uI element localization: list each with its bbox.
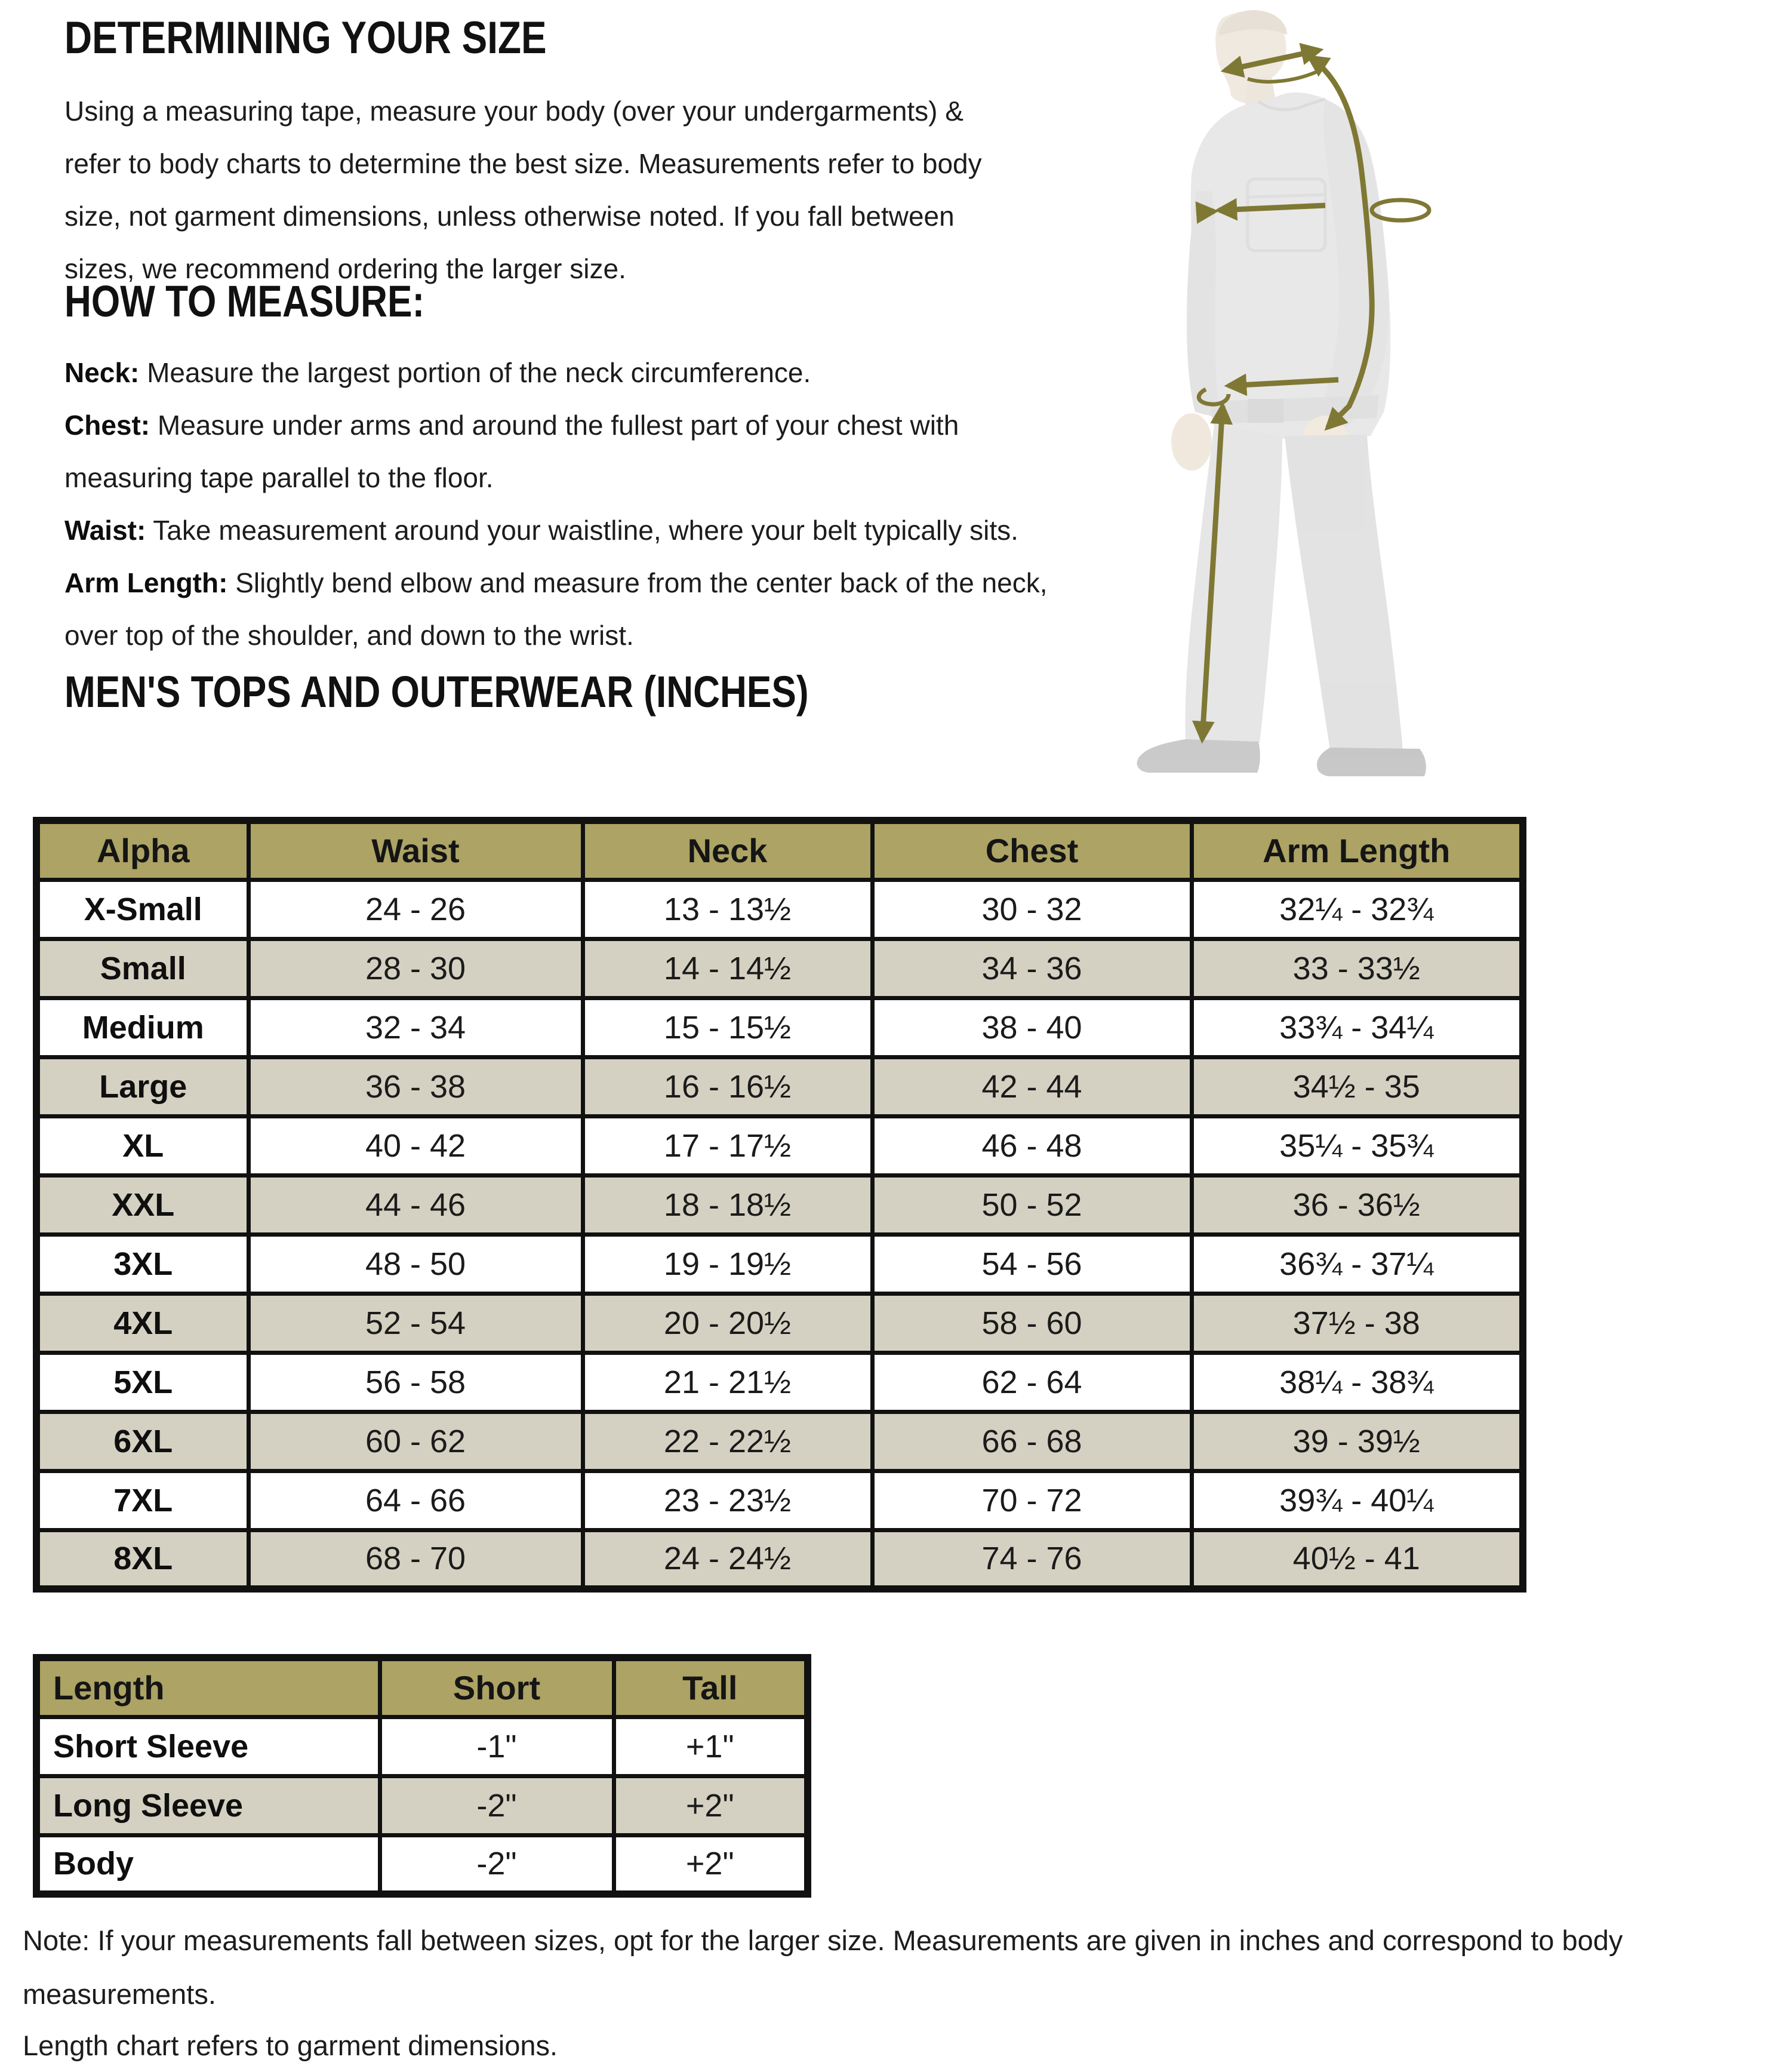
table-row [36,1412,1523,1471]
size-table [33,817,1526,1593]
table-cell: 42 - 44 [872,1057,1192,1116]
table-cell: 23 - 23½ [583,1471,872,1530]
note-length-chart: Length chart refers to garment dimensions. [23,2030,558,2061]
chest-measure-tail [1196,211,1214,213]
table-cell: 15 - 15½ [583,998,872,1057]
table-cell: Short Sleeve [36,1717,380,1776]
table-cell: 16 - 16½ [583,1057,872,1116]
table-cell: 6XL [36,1412,248,1471]
table-cell: Long Sleeve [36,1776,380,1835]
table-row [36,939,1523,998]
table-cell: 36¾ - 37¼ [1192,1234,1523,1293]
table-cell: 22 - 22½ [583,1412,872,1471]
table-row [36,1530,1523,1589]
length-table-header-row [36,1658,808,1717]
how-to-measure-title: HOW TO MEASURE: [64,276,425,326]
table-cell: 18 - 18½ [583,1175,872,1234]
table-cell: XL [36,1116,248,1175]
table-cell: Body [36,1835,380,1894]
table-cell: 37½ - 38 [1192,1293,1523,1352]
person-silhouette [1137,10,1426,776]
table-cell: 74 - 76 [872,1530,1192,1589]
table-header-cell: Waist [248,820,583,880]
table-cell: 58 - 60 [872,1293,1192,1352]
table-cell: +2" [614,1776,808,1835]
table-cell: -1" [380,1717,614,1776]
table-row [36,1471,1523,1530]
table-cell: 36 - 38 [248,1057,583,1116]
measurement-figure [1069,0,1451,776]
table-header-cell: Length [36,1658,380,1717]
table-cell: Small [36,939,248,998]
table-cell: -2" [380,1776,614,1835]
table-header-cell: Arm Length [1192,820,1523,880]
table-cell: 13 - 13½ [583,880,872,939]
table-cell: +1" [614,1717,808,1776]
table-cell: 28 - 30 [248,939,583,998]
table-cell: 46 - 48 [872,1116,1192,1175]
table-cell: 40½ - 41 [1192,1530,1523,1589]
table-cell: 8XL [36,1530,248,1589]
table-cell: 3XL [36,1234,248,1293]
table-cell: 38¼ - 38¾ [1192,1352,1523,1412]
length-table [33,1654,811,1898]
table-row [36,1293,1523,1352]
table-cell: 4XL [36,1293,248,1352]
table-row [36,1057,1523,1116]
table-cell: XXL [36,1175,248,1234]
page-title: DETERMINING YOUR SIZE [64,13,547,63]
table-cell: 32 - 34 [248,998,583,1057]
table-cell: 34 - 36 [872,939,1192,998]
table-cell: 50 - 52 [872,1175,1192,1234]
table-header-cell: Short [380,1658,614,1717]
how-to-item-arm-length: Arm Length: Slightly bend elbow and measure from the center back of the neck, over top of the shoulder, and down to the wrist. [64,567,1048,651]
table-cell: 48 - 50 [248,1234,583,1293]
table-row [36,1175,1523,1234]
table-row [36,1234,1523,1293]
table-cell: 36 - 36½ [1192,1175,1523,1234]
table-cell: 33¾ - 34¼ [1192,998,1523,1057]
table-cell: 60 - 62 [248,1412,583,1471]
table-cell: 20 - 20½ [583,1293,872,1352]
table-cell: 24 - 24½ [583,1530,872,1589]
table-cell: 70 - 72 [872,1471,1192,1530]
table-header-cell: Neck [583,820,872,880]
table-cell: 21 - 21½ [583,1352,872,1412]
table-cell: 19 - 19½ [583,1234,872,1293]
table-cell: 54 - 56 [872,1234,1192,1293]
table-row [36,1776,808,1835]
table-cell: 24 - 26 [248,880,583,939]
table-cell: 40 - 42 [248,1116,583,1175]
table-cell: 38 - 40 [872,998,1192,1057]
table-cell: 62 - 64 [872,1352,1192,1412]
table-cell: X-Small [36,880,248,939]
table-cell: 33 - 33½ [1192,939,1523,998]
how-to-item-waist: Waist: Take measurement around your waistline, where your belt typically sits. [64,515,1018,546]
table-cell: 30 - 32 [872,880,1192,939]
table-cell: 17 - 17½ [583,1116,872,1175]
how-to-item-neck: Neck: Measure the largest portion of the neck circumference. [64,357,811,388]
size-table-body [36,880,1523,1589]
length-table-body [36,1717,808,1894]
table-cell: 44 - 46 [248,1175,583,1234]
table-cell: 14 - 14½ [583,939,872,998]
table-cell: 39 - 39½ [1192,1412,1523,1471]
size-table-header-row [36,820,1523,880]
table-cell: 64 - 66 [248,1471,583,1530]
table-row [36,1717,808,1776]
table-row [36,1116,1523,1175]
table-cell: 52 - 54 [248,1293,583,1352]
table-row [36,1352,1523,1412]
table-cell: 7XL [36,1471,248,1530]
table-header-cell: Alpha [36,820,248,880]
table-cell: 68 - 70 [248,1530,583,1589]
table-cell: +2" [614,1835,808,1894]
size-table-title: MEN'S TOPS AND OUTERWEAR (INCHES) [64,667,809,717]
table-row [36,880,1523,939]
table-cell: Large [36,1057,248,1116]
how-to-item-chest: Chest: Measure under arms and around the fullest part of your chest with measuring tape parallel to the floor. [64,410,959,493]
table-cell: -2" [380,1835,614,1894]
table-cell: 34½ - 35 [1192,1057,1523,1116]
table-cell: 35¼ - 35¾ [1192,1116,1523,1175]
table-cell: 32¼ - 32¾ [1192,880,1523,939]
table-cell: 5XL [36,1352,248,1412]
table-cell: 66 - 68 [872,1412,1192,1471]
how-to-list [64,346,1055,662]
table-row [36,1835,808,1894]
intro-paragraph: Using a measuring tape, measure your body (over your undergarments) & refer to body charts to determine the best size. Measurements refer to body size, not garment dimensions, unless otherwise noted. If you fall between sizes, we recommend ordering the larger size. [64,96,982,284]
note-text: Note: If your measurements fall between sizes, opt for the larger size. Measurements are given in inches and correspond to body measurements. [23,1925,1623,2010]
table-row [36,998,1523,1057]
table-cell: 56 - 58 [248,1352,583,1412]
table-cell: Medium [36,998,248,1057]
table-cell: 39¾ - 40¼ [1192,1471,1523,1530]
table-header-cell: Chest [872,820,1192,880]
table-header-cell: Tall [614,1658,808,1717]
